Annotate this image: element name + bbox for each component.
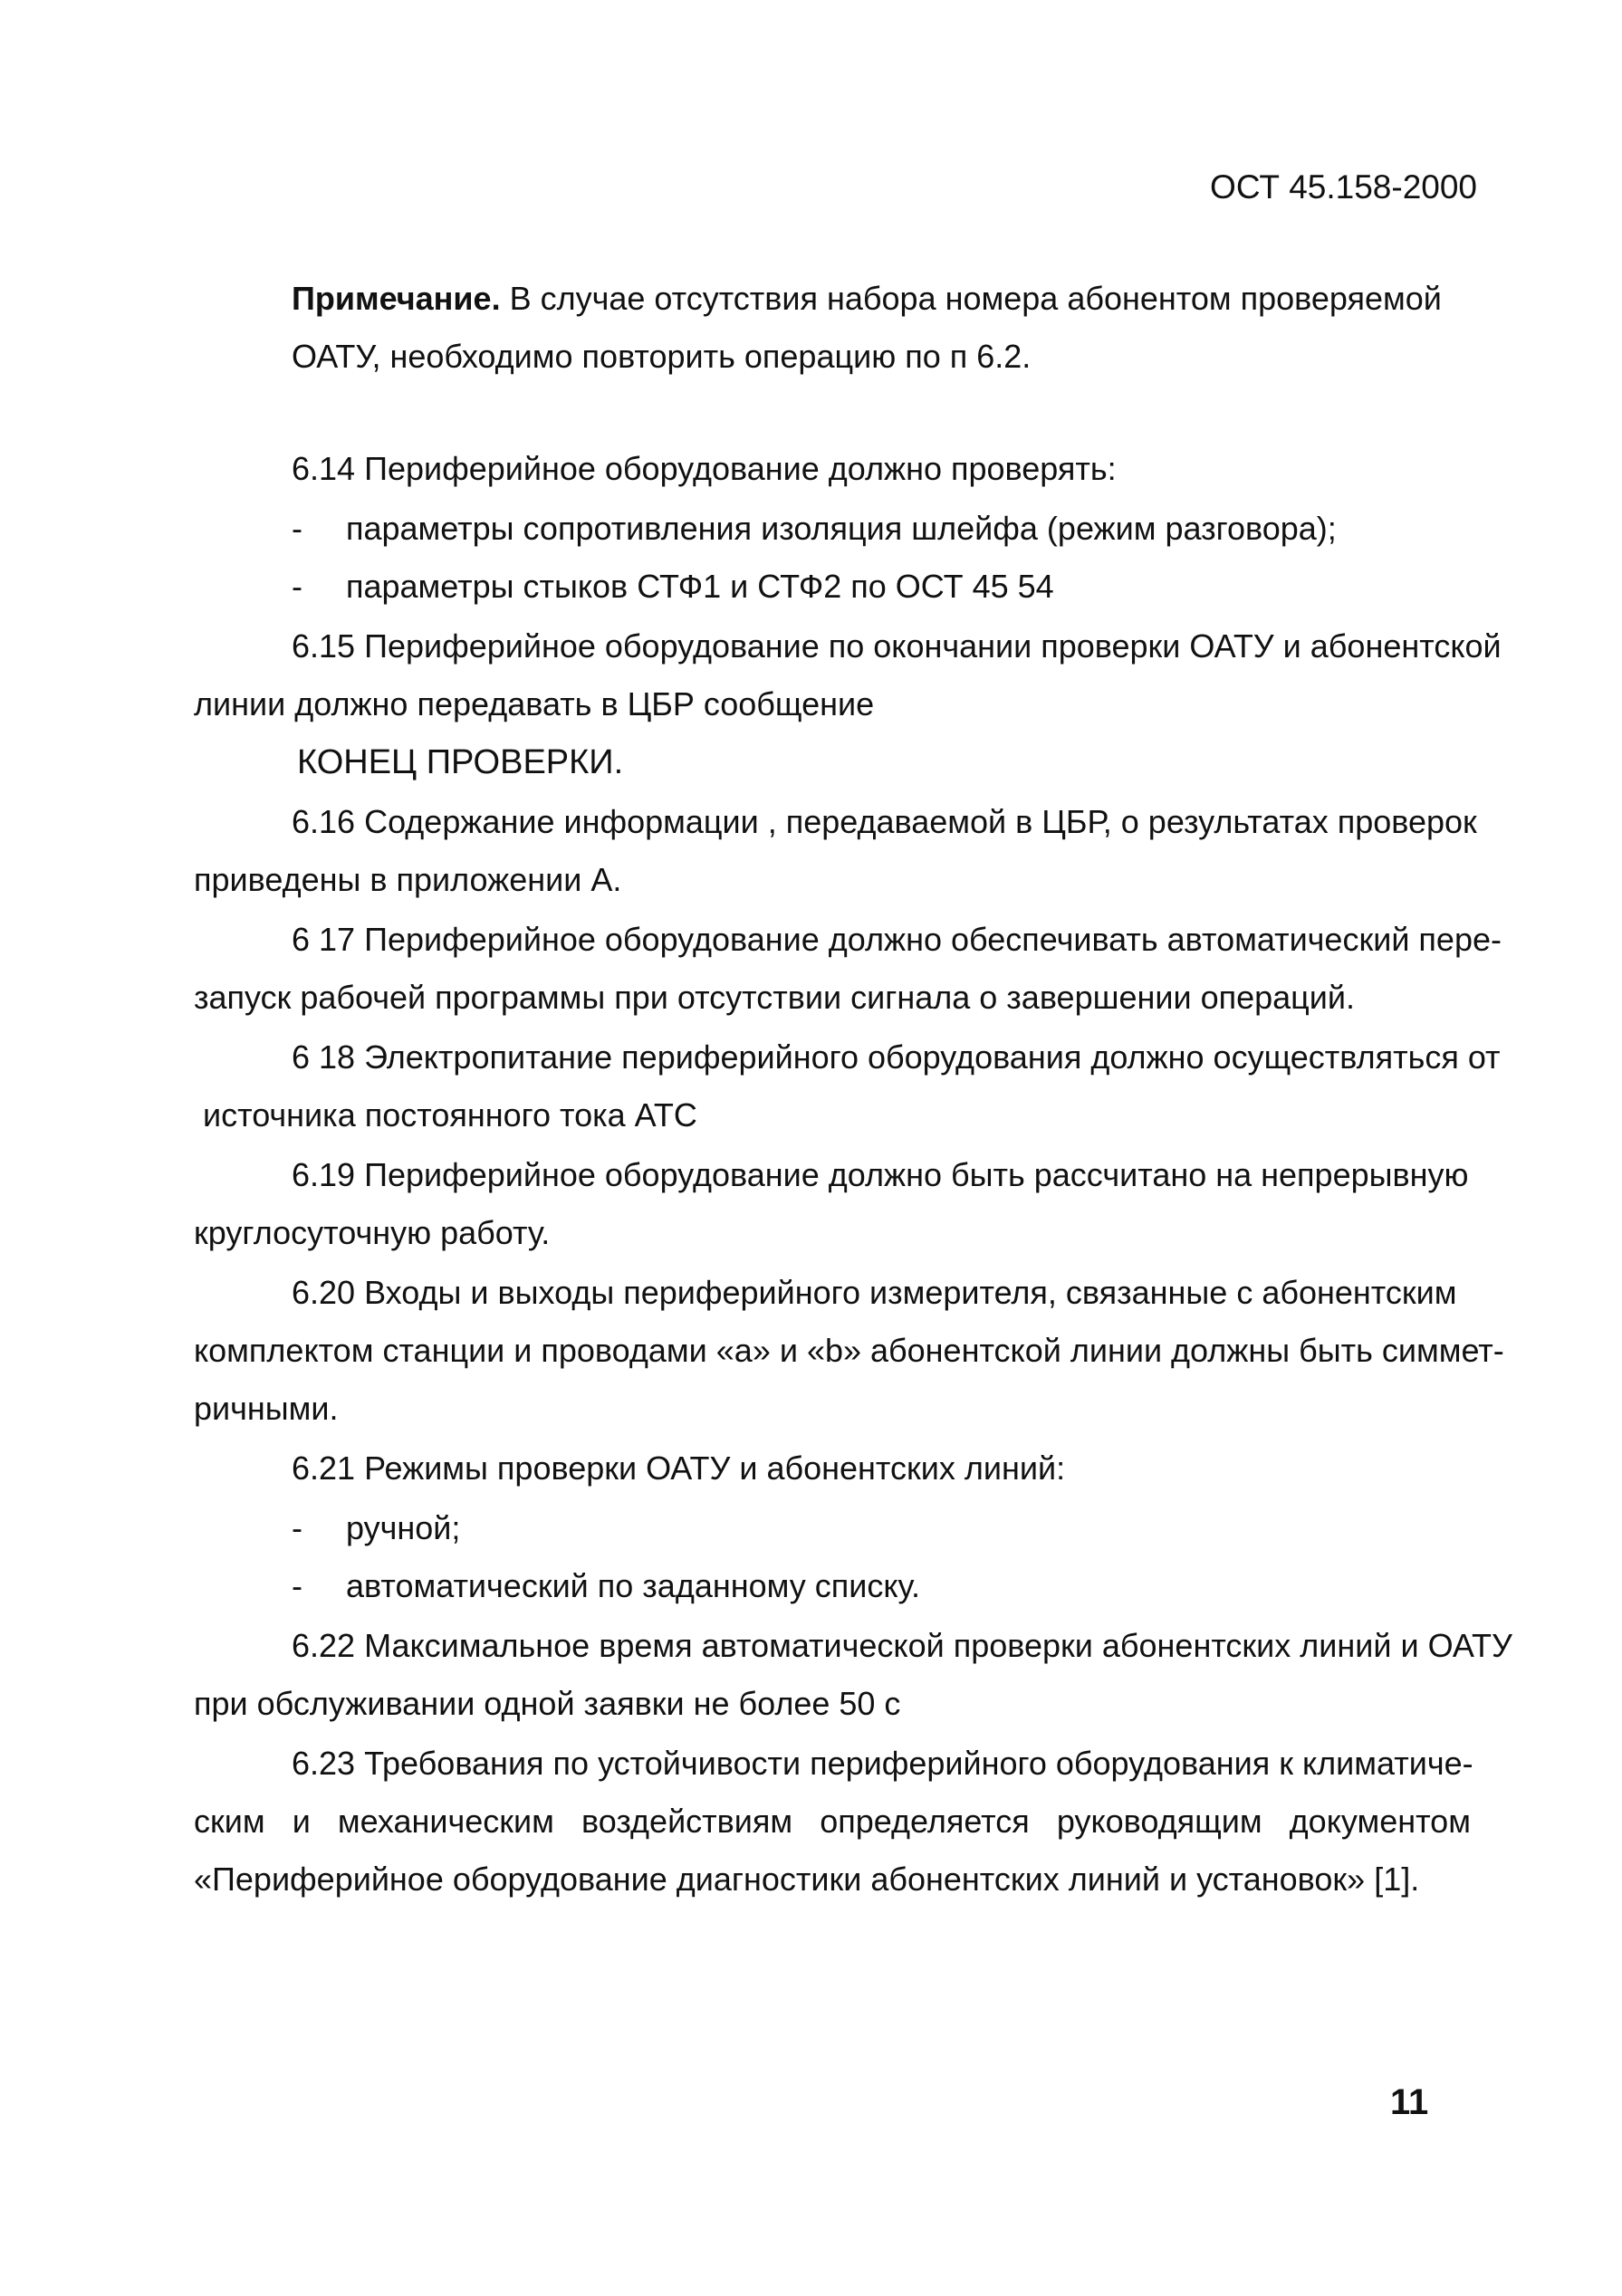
p614-title: 6.14 Периферийное оборудование должно проверять:	[292, 450, 1117, 487]
p615-message: КОНЕЦ ПРОВЕРКИ.	[297, 743, 624, 781]
p623-word: и	[292, 1803, 311, 1840]
p620-line-2: комплектом станции и проводами «а» и «b» абонентской линии должны быть симмет-	[194, 1332, 1504, 1369]
p621-item-2-text: автоматический по заданному списку.	[346, 1567, 920, 1604]
p621-item-2	[292, 1564, 920, 1608]
list-dash: -	[292, 1509, 302, 1546]
p618-line-1: 6 18 Электропитание периферийного оборудования должно осуществляться от	[292, 1038, 1501, 1076]
p614-item-2-text: параметры стыков СТФ1 и СТФ2 по ОСТ 45 54	[346, 568, 1054, 605]
p617-line-1: 6 17 Периферийное оборудование должно обеспечивать автоматический пере-	[292, 921, 1502, 958]
p623-word: определяется	[820, 1803, 1030, 1840]
p619-line-2: круглосуточную работу.	[194, 1214, 551, 1251]
p622-line-2: при обслуживании одной заявки не более 50 с	[194, 1685, 901, 1722]
p623-word: документом	[1289, 1803, 1471, 1840]
list-dash: -	[292, 568, 302, 605]
p614-item-2	[292, 565, 1054, 608]
note-line-2: ОАТУ, необходимо повторить операцию по п 6.2.	[292, 338, 1032, 375]
note-label: Примечание.	[292, 280, 501, 317]
p623-word: механическим	[337, 1803, 554, 1840]
p620-line-3: ричными.	[194, 1390, 339, 1427]
note-line-1	[292, 277, 1442, 320]
p619-line-1: 6.19 Периферийное оборудование должно быть рассчитано на непрерывную	[292, 1156, 1469, 1193]
note-text-1: В случае отсутствия набора номера абонентом проверяемой	[500, 280, 1442, 317]
p623-line-2	[194, 1800, 1471, 1843]
list-dash: -	[292, 510, 302, 547]
p616-line-2: приведены в приложении А.	[194, 861, 622, 898]
p617-line-2: запуск рабочей программы при отсутствии сигнала о завершении операций.	[194, 979, 1356, 1016]
p614-item-1	[292, 507, 1337, 550]
document-code: ОСТ 45.158-2000	[1210, 168, 1477, 206]
list-dash: -	[292, 1567, 302, 1604]
p616-line-1: 6.16 Содержание информации , передаваемой в ЦБР, о результатах проверок	[292, 803, 1477, 840]
p623-word: воздействиям	[581, 1803, 793, 1840]
p615-line-2: линии должно передавать в ЦБР сообщение	[194, 685, 875, 722]
p621-item-1-text: ручной;	[346, 1509, 461, 1546]
p622-line-1: 6.22 Максимальное время автоматической проверки абонентских линий и ОАТУ	[292, 1627, 1512, 1664]
p621-title: 6.21 Режимы проверки ОАТУ и абонентских линий:	[292, 1449, 1066, 1487]
p621-item-1	[292, 1507, 460, 1550]
p614-item-1-text: параметры сопротивления изоляция шлейфа (режим разговора);	[346, 510, 1337, 547]
p623-line-1: 6.23 Требования по устойчивости периферийного оборудования к климатиче-	[292, 1745, 1473, 1782]
p623-word: ским	[194, 1803, 265, 1840]
p623-line-3: «Периферийное оборудование диагностики абонентских линий и установок» [1].	[194, 1861, 1420, 1898]
p620-line-1: 6.20 Входы и выходы периферийного измерителя, связанные с абонентским	[292, 1274, 1457, 1311]
p615-line-1: 6.15 Периферийное оборудование по окончании проверки ОАТУ и абонентской	[292, 627, 1502, 665]
page-number: 11	[1390, 2082, 1429, 2122]
p618-line-2: источника постоянного тока АТС	[203, 1096, 697, 1134]
p623-word: руководящим	[1056, 1803, 1262, 1840]
